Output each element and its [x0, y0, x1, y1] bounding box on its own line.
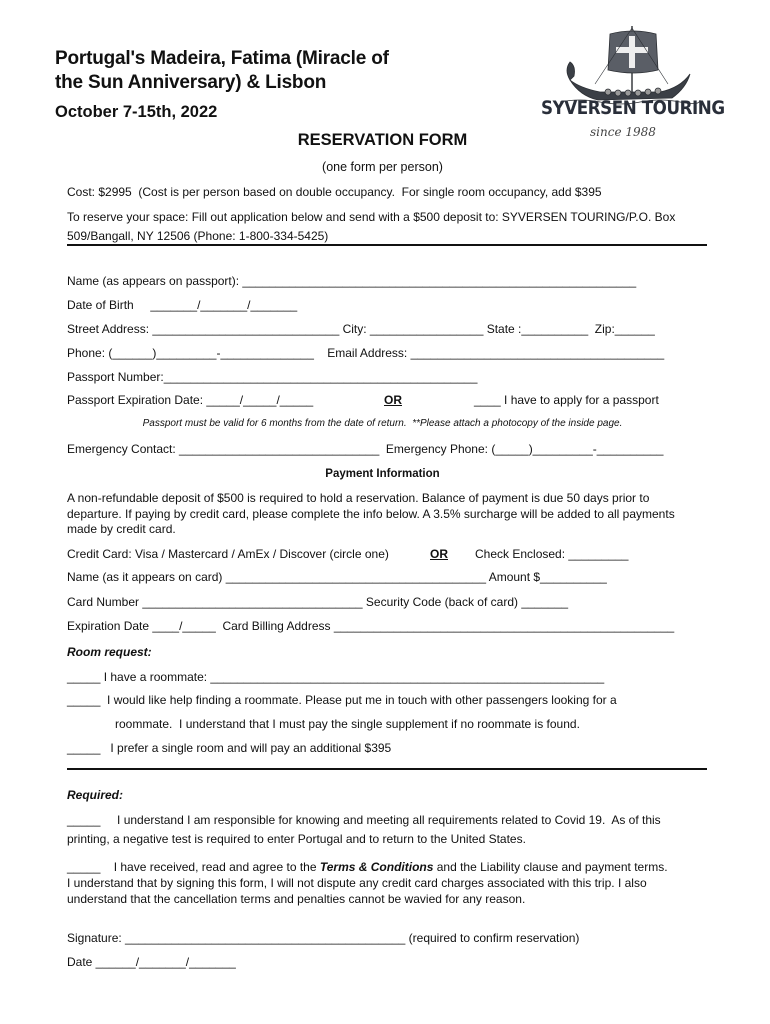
divider [67, 768, 707, 770]
signature-field[interactable]: Signature: __________________________________________ (required to confirm reservation) [67, 931, 580, 945]
phone-email-field[interactable]: Phone: (______)_________-______________ Email Address: ______________________________________ [67, 346, 665, 360]
covid-acknowledgement-text: printing, a negative test is required to enter Portugal and to return to the United States. [67, 832, 526, 846]
logo-wordmark: SYVERSEN TOURING [541, 97, 725, 119]
or-label: OR [384, 393, 402, 407]
terms-text: I understand that by signing this form, I will not dispute any credit card charges associated with this trip. I also understand that the cancellation terms and penalties cannot be wavied for any reason. [67, 876, 647, 906]
terms-pre: _____ I have received, read and agree to the [67, 860, 320, 874]
covid-acknowledgement[interactable]: _____ I understand I am responsible for knowing and meeting all requirements related to Covid 19. As of this [67, 813, 661, 827]
form-title: RESERVATION FORM [297, 131, 468, 149]
apply-passport-option[interactable]: ____ I have to apply for a passport [474, 393, 659, 407]
logo-since: since 1988 [590, 125, 656, 139]
trip-dates: October 7-15th, 2022 [55, 103, 218, 121]
passport-expiration-field[interactable]: Passport Expiration Date: _____/_____/_____ [67, 393, 314, 407]
reserve-instructions: To reserve your space: Fill out application below and send with a $500 deposit to: SYVERSEN TOURING/P.O. Box 509/Bangall, NY 12506 (Phone: 1-800-334-5425) [67, 210, 676, 243]
credit-card-type-field[interactable]: Credit Card: Visa / Mastercard / AmEx / Discover (circle one) [67, 547, 389, 561]
roommate-help-text: roommate. I understand that I must pay the single supplement if no roommate is found. [115, 717, 580, 731]
passport-number-field[interactable]: Passport Number:_______________________________________________ [67, 370, 478, 384]
dob-field[interactable]: Date of Birth _______/_______/_______ [67, 298, 298, 312]
payment-or-label: OR [430, 547, 448, 561]
trip-title-line1: Portugal's Madeira, Fatima (Miracle of [55, 48, 389, 69]
passport-note: Passport must be valid for 6 months from the date of return. **Please attach a photocopy of the inside page. [142, 418, 623, 429]
terms-post: and the Liability clause and payment terms. [433, 860, 668, 874]
roommate-field[interactable]: _____ I have a roommate: ___________________________________________________________ [67, 670, 605, 684]
check-enclosed-field[interactable]: Check Enclosed: _________ [475, 547, 629, 561]
room-request-heading: Room request: [67, 645, 152, 659]
emergency-contact-field[interactable]: Emergency Contact: ______________________________ Emergency Phone: (_____)_________-__________ [67, 442, 664, 456]
signature-date-field[interactable]: Date ______/_______/_______ [67, 955, 236, 969]
required-heading: Required: [67, 788, 124, 802]
form-subtitle: (one form per person) [322, 160, 443, 174]
name-field[interactable]: Name (as appears on passport): ___________________________________________________________ [67, 274, 637, 288]
card-number-field[interactable]: Card Number _________________________________ Security Code (back of card) _______ [67, 595, 569, 609]
card-expiration-field[interactable]: Expiration Date ____/_____ Card Billing Address ___________________________________________________ [67, 619, 675, 633]
trip-title-line2: the Sun Anniversary) & Lisbon [55, 72, 327, 93]
terms-link[interactable]: Terms & Conditions [319, 860, 434, 874]
roommate-help-option[interactable]: _____ I would like help finding a roommate. Please put me in touch with other passengers looking for a [67, 693, 617, 707]
payment-text: A non-refundable deposit of $500 is required to hold a reservation. Balance of payment is due 50 days prior to departure. If paying by credit card, please complete the info below. A 3.5% surcharge will be added to all payments made by credit card. [67, 491, 675, 536]
divider [67, 244, 707, 246]
single-room-option[interactable]: _____ I prefer a single room and will pay an additional $395 [67, 741, 392, 755]
payment-heading: Payment Information [325, 468, 440, 480]
cost-text: Cost: $2995 (Cost is per person based on double occupancy. For single room occupancy, add $395 [67, 185, 602, 199]
street-address-field[interactable]: Street Address: ____________________________ City: _________________ State :__________ Zip:______ [67, 322, 655, 336]
terms-acknowledgement[interactable] [67, 860, 668, 874]
name-on-card-field[interactable]: Name (as it appears on card) _______________________________________ Amount $__________ [67, 570, 607, 584]
